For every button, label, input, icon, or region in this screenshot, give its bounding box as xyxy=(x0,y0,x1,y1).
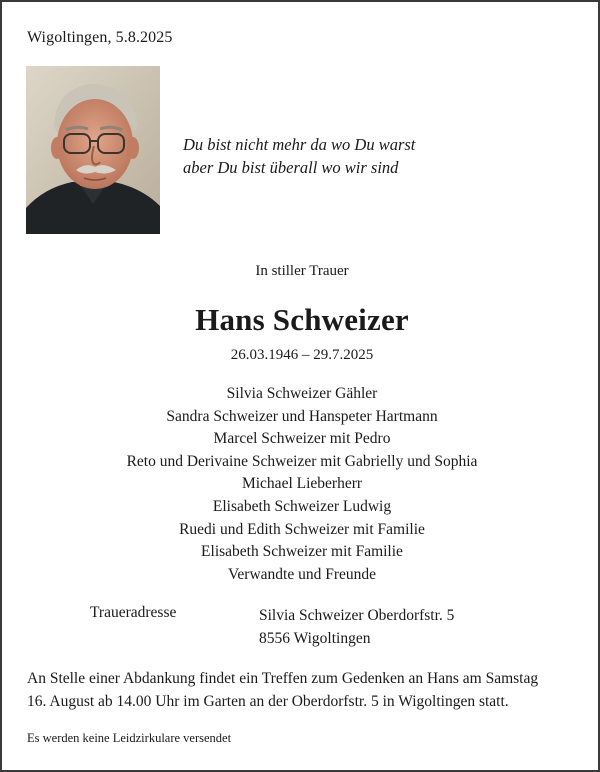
address-label: Traueradresse xyxy=(90,604,177,621)
address-line-street: Silvia Schweizer Oberdorfstr. 5 xyxy=(259,607,455,624)
memorial-quote xyxy=(183,133,415,179)
footnote: Es werden keine Leidzirkulare versendet xyxy=(27,731,232,745)
life-dates: 26.03.1946 – 29.7.2025 xyxy=(230,347,374,363)
mourner-item: Elisabeth Schweizer Ludwig xyxy=(212,497,392,515)
address-line-city: 8556 Wigoltingen xyxy=(259,630,371,647)
mourner-item: Verwandte und Freunde xyxy=(227,565,377,583)
quote-line-1: Du bist nicht mehr da wo Du warst xyxy=(183,135,416,154)
notice-line-1: An Stelle einer Abdankung findet ein Treffen zum Gedenken an Hans am Samstag xyxy=(27,670,539,687)
portrait-image xyxy=(26,66,160,234)
memorial-notice xyxy=(27,668,587,713)
notice-line-2: 16. August ab 14.00 Uhr im Garten an der Oberdorfstr. 5 in Wigoltingen statt. xyxy=(27,692,509,710)
mourner-item: Marcel Schweizer mit Pedro xyxy=(213,430,391,448)
quote-line-2: aber Du bist überall wo wir sind xyxy=(183,158,399,177)
deceased-name: Hans Schweizer xyxy=(195,302,409,337)
portrait-photo xyxy=(26,66,160,234)
mourner-item: Sandra Schweizer und Hanspeter Hartmann xyxy=(166,407,438,425)
mourner-item: Reto und Derivaine Schweizer mit Gabrielly und Sophia xyxy=(126,452,478,470)
mourner-item: Elisabeth Schweizer mit Familie xyxy=(201,543,403,561)
mourners-list xyxy=(2,383,600,586)
place-date: Wigoltingen, 5.8.2025 xyxy=(27,29,173,46)
mourner-item: Silvia Schweizer Gähler xyxy=(226,385,378,402)
intro-text: In stiller Trauer xyxy=(255,263,349,279)
address-block xyxy=(259,604,454,650)
mourner-item: Ruedi und Edith Schweizer mit Familie xyxy=(179,520,425,538)
mourner-item: Michael Lieberherr xyxy=(241,475,363,493)
